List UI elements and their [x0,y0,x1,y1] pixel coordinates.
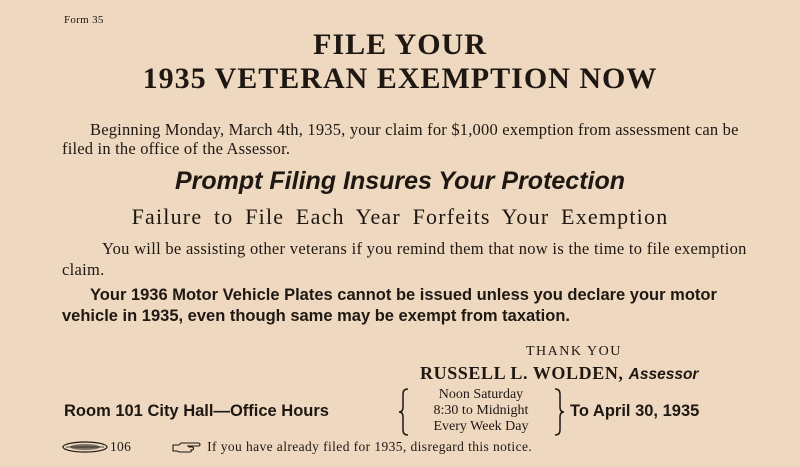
warning-line: Failure to File Each Year Forfeits Your Exemption [131,204,669,229]
print-code: 106 [110,439,132,454]
hours-line: 8:30 to Midnight [433,403,529,418]
right-brace-icon [553,388,565,436]
deadline: To April 30, 1935 [570,402,700,420]
hours-line: Every Week Day [433,419,529,434]
assessor-title: Assessor [628,366,699,383]
pointing-hand-icon [171,441,201,454]
assessor-name: RUSSELL L. WOLDEN, [420,363,624,383]
title-line-1: FILE YOUR [313,28,487,61]
plates-notice: Your 1936 Motor Vehicle Plates cannot be issued unless you declare your motor vehicle in 1935, even though same may be exempt from taxation. [62,286,717,325]
reminder-paragraph: You will be assisting other veterans if you remind them that now is the time to file exemption claim. [62,239,747,279]
form-number: Form 35 [64,14,104,26]
signature [420,363,698,384]
hours-line: Noon Saturday [438,387,524,402]
left-brace-icon [398,388,410,436]
headline: Prompt Filing Insures Your Protection [174,167,626,195]
thank-you: THANK YOU [526,344,622,359]
already-filed-notice: If you have already filed for 1935, disregard this notice. [207,439,533,454]
footer [62,439,532,455]
title-line-2: 1935 VETERAN EXEMPTION NOW [142,62,658,95]
office-location: Room 101 City Hall—Office Hours [64,402,329,420]
intro-paragraph: Beginning Monday, March 4th, 1935, your claim for $1,000 exemption from assessment can be filed in the office of the Assessor. [62,120,739,158]
office-hours [412,387,550,435]
union-label-icon [62,441,108,453]
